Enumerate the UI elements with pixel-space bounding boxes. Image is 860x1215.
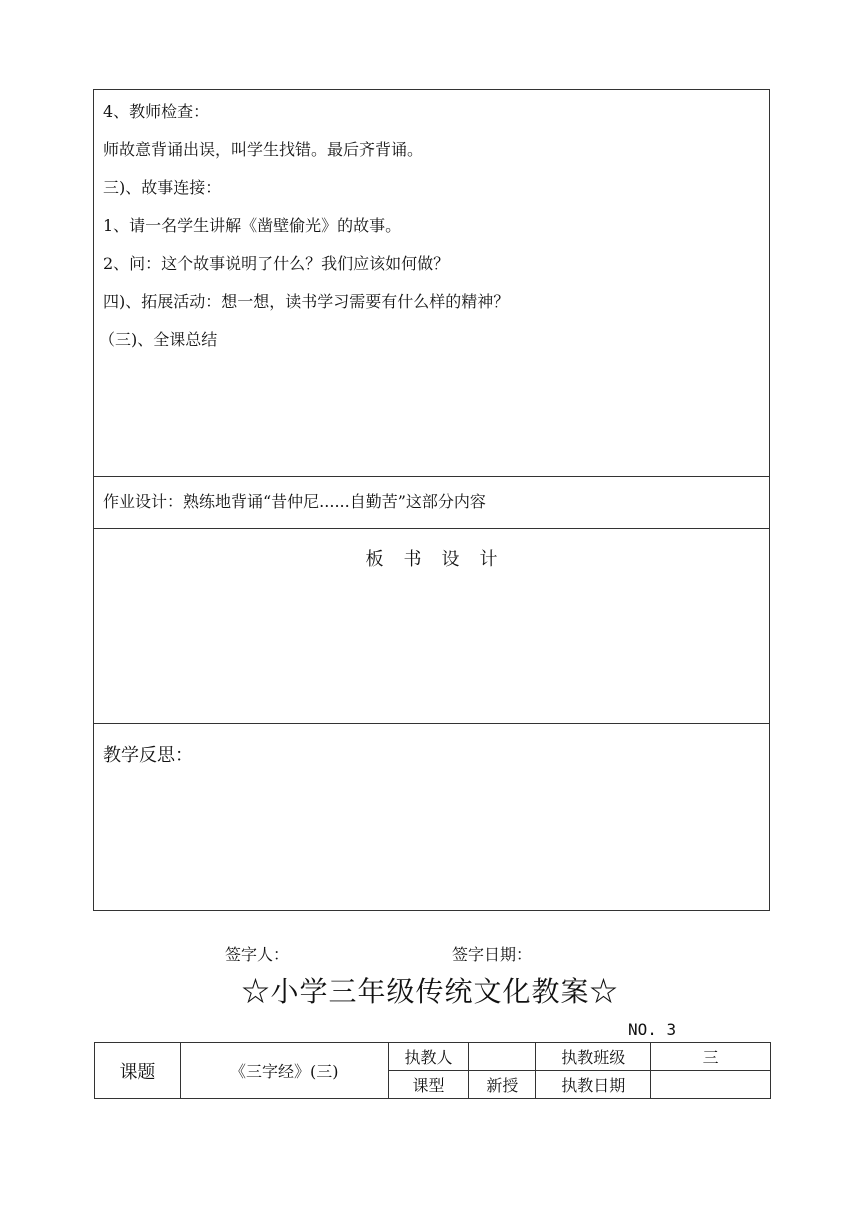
signer-label: 签字人：	[225, 945, 290, 964]
class-value-cell: 三	[651, 1043, 771, 1071]
type-label-cell: 课型	[388, 1071, 469, 1099]
process-line: 师故意背诵出误，叫学生找错。最后齐背诵。	[103, 140, 424, 159]
reflection-section	[94, 724, 769, 910]
date-value-cell	[651, 1071, 771, 1099]
class-label-cell: 执教班级	[536, 1043, 651, 1071]
process-line: 2、问：这个故事说明了什么？我们应该如何做？	[103, 254, 450, 273]
process-line: 三)、故事连接：	[103, 178, 222, 197]
process-line: 1、请一名学生讲解《凿壁偷光》的故事。	[103, 216, 402, 235]
process-line: （三)、全课总结	[99, 330, 218, 349]
document-title: ☆小学三年级传统文化教案☆	[241, 975, 619, 1008]
homework-section	[94, 477, 769, 529]
homework-text: 作业设计：熟练地背诵“昔仲尼......自勤苦”这部分内容	[103, 492, 486, 511]
lesson-info-table	[94, 1042, 771, 1099]
lesson-plan-frame	[93, 89, 770, 911]
board-design-title: 板书设计	[365, 549, 518, 570]
process-line: 四)、拓展活动：想一想，读书学习需要有什么样的精神？	[103, 292, 510, 311]
board-design-section	[94, 529, 769, 724]
reflection-label: 教学反思：	[103, 745, 193, 766]
date-label-cell: 执教日期	[536, 1071, 651, 1099]
teaching-process-section	[94, 90, 769, 477]
topic-value-cell: 《三字经》(三)	[180, 1043, 388, 1099]
topic-label-cell: 课题	[95, 1043, 181, 1099]
sign-date-label: 签字日期：	[452, 945, 533, 964]
type-value-cell: 新授	[469, 1071, 536, 1099]
teacher-value-cell	[469, 1043, 536, 1071]
process-line: 4、教师检查：	[103, 102, 210, 121]
teacher-label-cell: 执教人	[388, 1043, 469, 1071]
document-number: NO. 3	[628, 1020, 677, 1039]
